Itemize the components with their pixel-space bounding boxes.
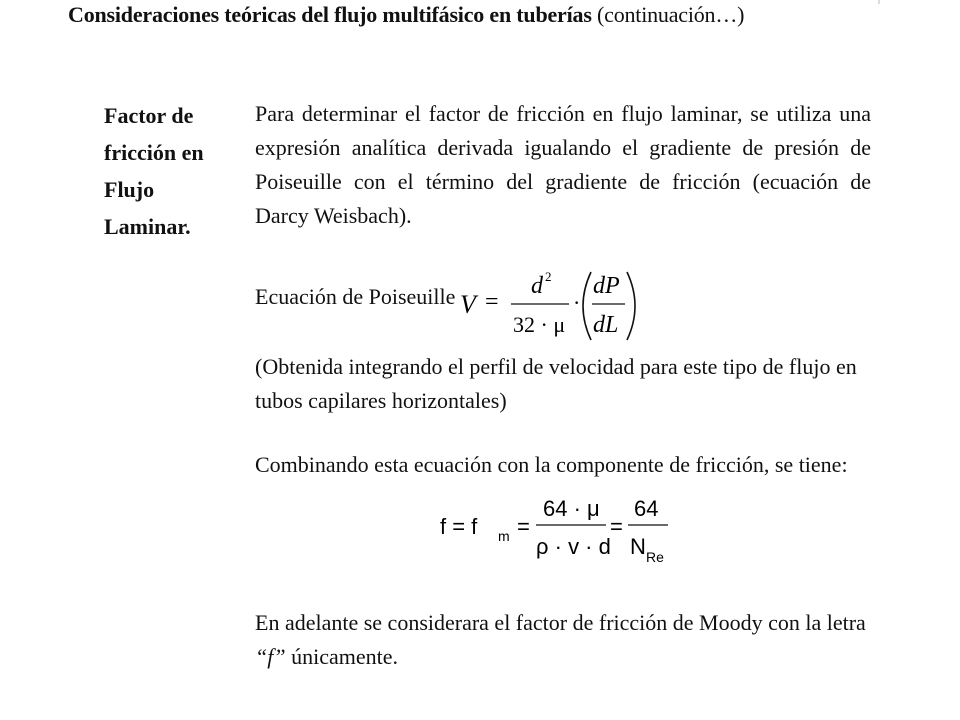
friction-den-1: ρ · v · d <box>536 534 611 559</box>
eq-inner-den: dL <box>593 312 619 338</box>
intro-line: Poiseuille con el término del gradiente de fricción (ecuación de <box>255 169 871 194</box>
section-heading-line: Laminar. <box>104 214 191 239</box>
intro-paragraph <box>255 97 871 233</box>
friction-num-2: 64 <box>634 496 659 521</box>
page-title-bold: Consideraciones teóricas del flujo multifásico en tuberías <box>68 2 592 27</box>
combine-sentence: Combinando esta ecuación con la componente de fricción, se tiene: <box>255 452 848 477</box>
closing-text: En adelante se considerara el factor de fricción de Moody con la letra <box>255 610 866 635</box>
eq-num-exponent: 2 <box>545 269 552 284</box>
closing-paragraph <box>255 606 871 674</box>
intro-line: Darcy Weisbach). <box>255 203 412 228</box>
friction-num-1: 64 · μ <box>543 496 600 521</box>
eq-dot: · <box>573 290 581 315</box>
section-heading <box>104 97 244 245</box>
poiseuille-equation <box>255 268 675 348</box>
friction-eq-1: = <box>517 514 530 539</box>
section-heading-line: Factor de <box>104 103 194 128</box>
eq-lhs-v: V <box>460 290 476 319</box>
poiseuille-equation-block <box>255 268 675 348</box>
poiseuille-label: Ecuación de Poiseuille <box>255 284 456 309</box>
friction-factor-equation <box>440 492 680 572</box>
eq-denominator: 32 · μ <box>513 312 566 337</box>
intro-line: expresión analítica derivada igualando el gradiente de presión de <box>255 135 871 160</box>
intro-line: Para determinar el factor de fricción en flujo laminar, se utiliza una <box>255 101 871 126</box>
friction-den-2-sub: Re <box>646 549 664 565</box>
closing-text-end: únicamente. <box>285 644 398 669</box>
right-paren <box>627 272 635 340</box>
top-edge-mark <box>878 0 880 4</box>
section-heading-line: fricción en <box>104 140 204 165</box>
left-paren <box>583 272 591 340</box>
section-heading-line: Flujo <box>104 177 155 202</box>
friction-den-2: N <box>630 534 646 559</box>
note-paragraph: (Obtenida integrando el perfil de velocidad para este tipo de flujo en tubos capilares horizontales) <box>255 354 857 413</box>
friction-lhs-sub: m <box>498 528 510 544</box>
friction-eq-2: = <box>610 514 623 539</box>
eq-equals: = <box>485 289 499 315</box>
page-title-suffix: (continuación…) <box>597 2 745 27</box>
friction-equation-svg <box>440 492 680 572</box>
eq-inner-num: dP <box>593 273 620 299</box>
eq-num-d: d <box>531 273 543 299</box>
friction-lhs: f = f <box>440 514 478 539</box>
page-title <box>68 2 744 28</box>
closing-quote-f: “f” <box>255 644 286 669</box>
